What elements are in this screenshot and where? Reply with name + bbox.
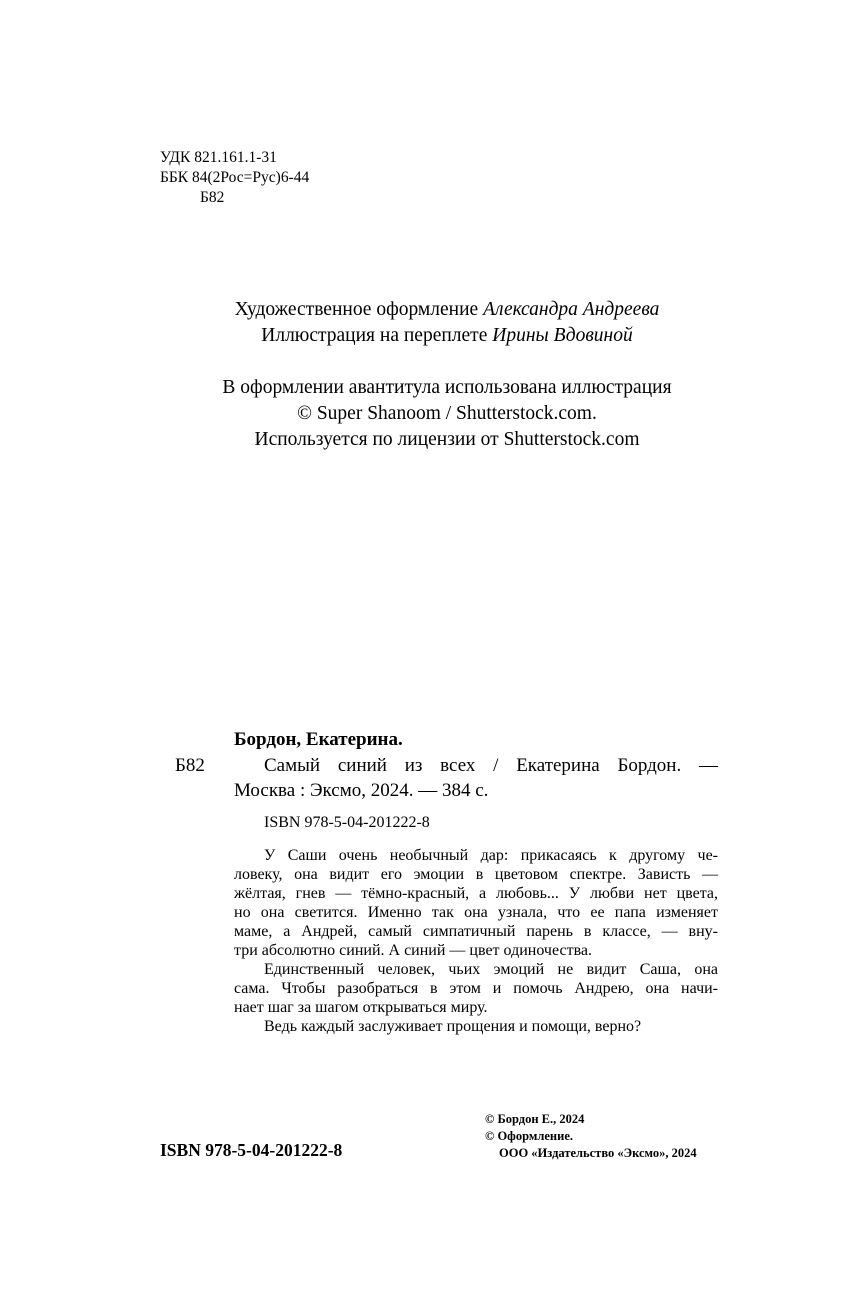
license-notice <box>0 375 844 453</box>
art-design-credit: Художественное оформление Александра Андреева <box>234 299 660 320</box>
annotation-line: У Саши очень необычный дар: прикасаясь к другому че- <box>264 847 718 864</box>
copyright-design: © Оформление. <box>485 1129 574 1143</box>
annotation-line: жёлтая, гнев — тёмно-красный, а любовь... У любви нет цвета, <box>234 885 718 902</box>
annotation <box>234 846 718 1036</box>
footer-isbn: ISBN 978-5-04-201222-8 <box>160 1140 343 1160</box>
license-line: В оформлении авантитула использована иллюстрация <box>222 377 672 398</box>
annotation-line: Ведь каждый заслуживает прощения и помощи, верно? <box>264 1018 642 1035</box>
catalog-title: Самый синий из всех / Екатерина Бордон. — <box>264 755 718 776</box>
catalog-publication: Москва : Эксмо, 2024. — 384 с. <box>234 780 489 801</box>
copyright-publisher: ООО «Издательство «Эксмо», 2024 <box>499 1146 697 1160</box>
bbk-code: ББК 84(2Рос=Рус)6-44 <box>160 169 310 186</box>
design-credits <box>0 297 844 349</box>
catalog-isbn: ISBN 978-5-04-201222-8 <box>264 814 430 831</box>
udk-code: УДК 821.161.1-31 <box>160 149 277 166</box>
illustrator-name: Ирины Вдовиной <box>492 325 633 346</box>
annotation-line: ловеку, она видит его эмоции в цветовом спектре. Зависть — <box>234 866 718 883</box>
annotation-line: нает шаг за шагом открываться миру. <box>234 999 488 1016</box>
cover-illustration-credit: Иллюстрация на переплете Ирины Вдовиной <box>261 325 633 346</box>
annotation-line: маме, а Андрей, самый симпатичный парень в классе, — вну- <box>234 923 718 940</box>
catalog-author: Бордон, Екатерина. <box>234 729 403 750</box>
art-designer-name: Александра Андреева <box>483 299 660 320</box>
annotation-line: три абсолютно синий. А синий — цвет одиночества. <box>234 942 593 959</box>
copyright-author: © Бордон Е., 2024 <box>485 1112 585 1126</box>
copyright-block <box>485 1111 697 1162</box>
annotation-line: Единственный человек, чьих эмоций не видит Саша, она <box>264 961 718 978</box>
annotation-line: но она светится. Именно так она узнала, что ее папа изменяет <box>234 904 718 921</box>
annotation-line: сама. Чтобы разобраться в этом и помочь Андрею, она начи- <box>234 980 718 997</box>
license-line: © Super Shanoom / Shutterstock.com. <box>297 403 597 424</box>
author-mark: Б82 <box>200 189 225 206</box>
classification-codes <box>160 148 309 208</box>
catalog-code: Б82 <box>175 755 205 776</box>
license-line: Используется по лицензии от Shutterstock.com <box>254 429 640 450</box>
